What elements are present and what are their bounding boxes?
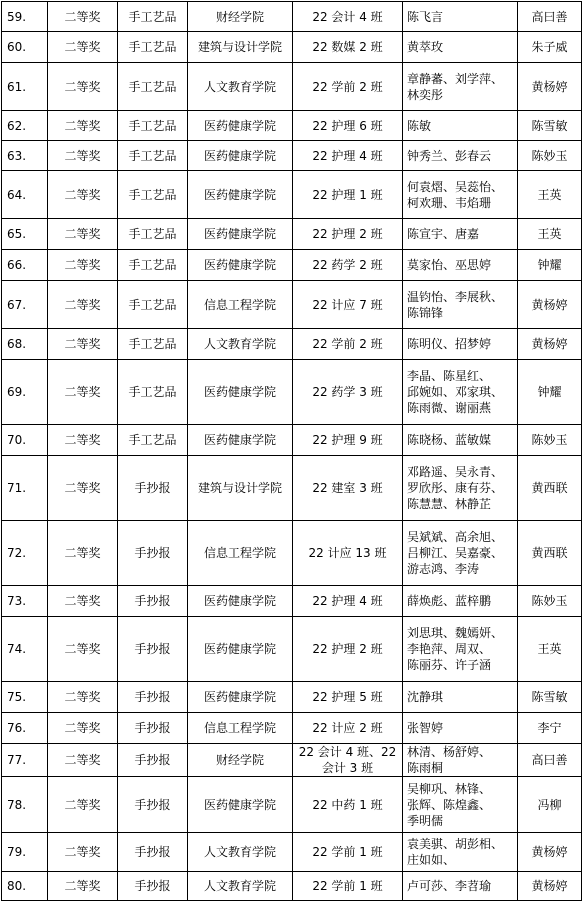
student-name-line: 陈丽芬、许子涵 — [407, 658, 492, 672]
row-number-cell: 65. — [2, 219, 48, 250]
student-names-cell — [403, 872, 518, 901]
row-number-cell: 62. — [2, 111, 48, 141]
row-number-cell: 73. — [2, 586, 48, 617]
table-row — [2, 219, 582, 250]
class-name-cell: 22 护理 9 班 — [293, 425, 403, 456]
row-number-cell: 63. — [2, 141, 48, 171]
teacher-cell: 陈妙玉 — [518, 586, 582, 617]
award-level-cell: 二等奖 — [48, 171, 118, 219]
award-level-cell: 二等奖 — [48, 425, 118, 456]
table-row — [2, 456, 582, 521]
teacher-cell: 王英 — [518, 617, 582, 682]
class-name-cell: 22 会计 4 班 — [293, 2, 403, 32]
college-cell: 财经学院 — [188, 2, 293, 32]
student-names-cell — [403, 682, 518, 713]
row-number-cell: 74. — [2, 617, 48, 682]
student-name-line: 何袁熠、吴蕊怡、 — [407, 179, 504, 194]
teacher-cell: 黄西联 — [518, 456, 582, 521]
college-cell: 信息工程学院 — [188, 281, 293, 329]
class-name-cell: 22 计应 7 班 — [293, 281, 403, 329]
student-name-line: 李晶、陈星红、 — [407, 369, 492, 383]
student-name-line: 罗欣彤、康有芬、 — [407, 481, 504, 495]
student-names-cell — [403, 586, 518, 617]
teacher-cell: 黄西联 — [518, 521, 582, 586]
table-row — [2, 744, 582, 777]
student-name-line: 刘思琪、魏嫣妍、 — [407, 626, 504, 640]
college-cell: 财经学院 — [188, 744, 293, 777]
teacher-cell: 高曰善 — [518, 2, 582, 32]
category-cell: 手工艺品 — [118, 171, 188, 219]
student-name-line: 陈锦锋 — [407, 305, 444, 320]
college-cell: 医药健康学院 — [188, 360, 293, 425]
student-name-line: 陈宣宇、唐嘉 — [407, 227, 480, 241]
student-name-line: 陈晓杨、蓝敏媒 — [407, 433, 492, 447]
class-name-cell: 22 护理 4 班 — [293, 141, 403, 171]
student-names-cell — [403, 713, 518, 744]
class-name-cell: 22 学前 1 班 — [293, 872, 403, 901]
row-number-cell: 61. — [2, 63, 48, 111]
table-row — [2, 63, 582, 111]
class-name-cell: 22 学前 1 班 — [293, 833, 403, 872]
teacher-cell: 冯柳 — [518, 777, 582, 833]
student-name-line: 张智婷 — [407, 721, 444, 735]
category-cell: 手抄报 — [118, 713, 188, 744]
row-number-cell: 70. — [2, 425, 48, 456]
category-cell: 手工艺品 — [118, 360, 188, 425]
college-cell: 人文教育学院 — [188, 329, 293, 360]
table-row — [2, 32, 582, 63]
row-number-cell: 77. — [2, 744, 48, 777]
student-names-cell — [403, 219, 518, 250]
student-name-line: 邓路遥、吴永青、 — [407, 465, 504, 479]
table-row — [2, 713, 582, 744]
row-number-cell: 68. — [2, 329, 48, 360]
award-level-cell: 二等奖 — [48, 111, 118, 141]
table-row — [2, 2, 582, 32]
teacher-cell: 黄杨婷 — [518, 63, 582, 111]
award-level-cell: 二等奖 — [48, 63, 118, 111]
student-names-cell — [403, 744, 518, 777]
student-name-line: 季明儒 — [407, 813, 444, 828]
student-names-cell — [403, 425, 518, 456]
class-name-cell: 22 护理 5 班 — [293, 682, 403, 713]
student-name-line: 钟秀兰、彭春云 — [407, 148, 492, 163]
award-level-cell: 二等奖 — [48, 360, 118, 425]
student-name-line: 黄萃玫 — [407, 40, 444, 54]
category-cell: 手抄报 — [118, 586, 188, 617]
award-level-cell: 二等奖 — [48, 329, 118, 360]
student-name-line: 张辉、陈煌鑫、 — [407, 797, 492, 812]
student-name-line: 章静蕃、刘学萍、 — [407, 71, 504, 86]
row-number-cell: 75. — [2, 682, 48, 713]
class-name-cell: 22 护理 4 班 — [293, 586, 403, 617]
student-name-line: 邱婉如、邓家琪、 — [407, 385, 504, 399]
table-row — [2, 586, 582, 617]
college-cell: 信息工程学院 — [188, 713, 293, 744]
student-name-line: 庄如如、 — [407, 853, 456, 867]
teacher-cell: 黄杨婷 — [518, 329, 582, 360]
student-names-cell — [403, 63, 518, 111]
category-cell: 手抄报 — [118, 521, 188, 586]
teacher-cell: 钟耀 — [518, 360, 582, 425]
student-name-line: 陈明仪、招梦婷 — [407, 337, 492, 351]
college-cell: 建筑与设计学院 — [188, 456, 293, 521]
award-level-cell: 二等奖 — [48, 281, 118, 329]
class-name-cell: 22 中药 1 班 — [293, 777, 403, 833]
award-level-cell: 二等奖 — [48, 617, 118, 682]
category-cell: 手工艺品 — [118, 63, 188, 111]
class-name-cell: 22 护理 1 班 — [293, 171, 403, 219]
student-name-line: 陈雨桐 — [407, 761, 444, 775]
class-name-cell: 22 计应 13 班 — [293, 521, 403, 586]
teacher-cell: 陈雪敏 — [518, 682, 582, 713]
table-row — [2, 521, 582, 586]
student-name-line: 吕柳江、吴嘉豪、 — [407, 546, 504, 560]
student-name-line: 袁美骐、胡彭相、 — [407, 837, 504, 851]
table-body — [2, 2, 582, 901]
teacher-cell: 朱子威 — [518, 32, 582, 63]
college-cell: 医药健康学院 — [188, 586, 293, 617]
award-level-cell: 二等奖 — [48, 682, 118, 713]
row-number-cell: 79. — [2, 833, 48, 872]
table-row — [2, 682, 582, 713]
category-cell: 手工艺品 — [118, 2, 188, 32]
teacher-cell: 陈妙玉 — [518, 141, 582, 171]
student-names-cell — [403, 111, 518, 141]
award-level-cell: 二等奖 — [48, 32, 118, 63]
award-level-cell: 二等奖 — [48, 219, 118, 250]
teacher-cell: 陈妙玉 — [518, 425, 582, 456]
category-cell: 手工艺品 — [118, 329, 188, 360]
student-name-line: 卢可莎、李苕瑜 — [407, 879, 492, 893]
table-row — [2, 617, 582, 682]
student-names-cell — [403, 456, 518, 521]
category-cell: 手工艺品 — [118, 111, 188, 141]
class-name-cell: 22 护理 6 班 — [293, 111, 403, 141]
college-cell: 医药健康学院 — [188, 777, 293, 833]
college-cell: 医药健康学院 — [188, 425, 293, 456]
college-cell: 医药健康学院 — [188, 250, 293, 281]
student-names-cell — [403, 2, 518, 32]
student-names-cell — [403, 521, 518, 586]
row-number-cell: 59. — [2, 2, 48, 32]
row-number-cell: 66. — [2, 250, 48, 281]
student-names-cell — [403, 329, 518, 360]
student-names-cell — [403, 281, 518, 329]
award-level-cell: 二等奖 — [48, 2, 118, 32]
class-name-cell: 22 会计 4 班、22 会计 3 班 — [293, 744, 403, 777]
teacher-cell: 钟耀 — [518, 250, 582, 281]
category-cell: 手工艺品 — [118, 32, 188, 63]
student-name-line: 陈雨微、谢丽燕 — [407, 401, 492, 415]
table-row — [2, 111, 582, 141]
row-number-cell: 76. — [2, 713, 48, 744]
award-level-cell: 二等奖 — [48, 713, 118, 744]
class-name-cell: 22 护理 2 班 — [293, 219, 403, 250]
student-names-cell — [403, 360, 518, 425]
student-name-line: 吴柳巩、林锋、 — [407, 781, 492, 796]
student-name-line: 李艳萍、周双、 — [407, 642, 492, 656]
category-cell: 手抄报 — [118, 682, 188, 713]
category-cell: 手抄报 — [118, 777, 188, 833]
category-cell: 手抄报 — [118, 872, 188, 901]
college-cell: 医药健康学院 — [188, 141, 293, 171]
category-cell: 手工艺品 — [118, 250, 188, 281]
class-name-cell: 22 护理 2 班 — [293, 617, 403, 682]
category-cell: 手工艺品 — [118, 141, 188, 171]
teacher-cell: 王英 — [518, 219, 582, 250]
table-row — [2, 777, 582, 833]
award-level-cell: 二等奖 — [48, 250, 118, 281]
college-cell: 医药健康学院 — [188, 219, 293, 250]
category-cell: 手抄报 — [118, 833, 188, 872]
row-number-cell: 78. — [2, 777, 48, 833]
student-name-line: 沈静琪 — [407, 690, 444, 704]
teacher-cell: 黄杨婷 — [518, 833, 582, 872]
class-name-cell: 22 数媒 2 班 — [293, 32, 403, 63]
award-level-cell: 二等奖 — [48, 833, 118, 872]
row-number-cell: 72. — [2, 521, 48, 586]
row-number-cell: 80. — [2, 872, 48, 901]
award-level-cell: 二等奖 — [48, 744, 118, 777]
college-cell: 人文教育学院 — [188, 833, 293, 872]
college-cell: 信息工程学院 — [188, 521, 293, 586]
teacher-cell: 陈雪敏 — [518, 111, 582, 141]
student-names-cell — [403, 171, 518, 219]
row-number-cell: 67. — [2, 281, 48, 329]
student-name-line: 陈敏 — [407, 118, 432, 133]
student-name-line: 柯欢珊、韦焰珊 — [407, 195, 492, 210]
teacher-cell: 李宁 — [518, 713, 582, 744]
award-level-cell: 二等奖 — [48, 456, 118, 521]
teacher-cell: 黄杨婷 — [518, 281, 582, 329]
class-name-cell: 22 计应 2 班 — [293, 713, 403, 744]
college-cell: 医药健康学院 — [188, 171, 293, 219]
table-row — [2, 171, 582, 219]
table-row — [2, 425, 582, 456]
student-names-cell — [403, 32, 518, 63]
college-cell: 医药健康学院 — [188, 682, 293, 713]
class-name-cell: 22 药学 2 班 — [293, 250, 403, 281]
table-row — [2, 329, 582, 360]
student-names-cell — [403, 777, 518, 833]
student-name-line: 陈飞言 — [407, 9, 444, 24]
class-name-cell: 22 药学 3 班 — [293, 360, 403, 425]
student-names-cell — [403, 833, 518, 872]
student-name-line: 陈慧慧、林静芷 — [407, 497, 492, 511]
class-name-cell: 22 学前 2 班 — [293, 329, 403, 360]
category-cell: 手工艺品 — [118, 219, 188, 250]
class-name-cell: 22 建室 3 班 — [293, 456, 403, 521]
table-row — [2, 872, 582, 901]
college-cell: 医药健康学院 — [188, 111, 293, 141]
student-name-line: 莫家怡、巫思婷 — [407, 258, 492, 272]
student-name-line: 林清、杨舒婷、 — [407, 745, 492, 759]
category-cell: 手抄报 — [118, 617, 188, 682]
table-row — [2, 360, 582, 425]
award-level-cell: 二等奖 — [48, 777, 118, 833]
table-row — [2, 281, 582, 329]
teacher-cell: 王英 — [518, 171, 582, 219]
college-cell: 医药健康学院 — [188, 617, 293, 682]
student-name-line: 吴斌斌、高余旭、 — [407, 530, 504, 544]
table-row — [2, 833, 582, 872]
college-cell: 人文教育学院 — [188, 872, 293, 901]
row-number-cell: 64. — [2, 171, 48, 219]
teacher-cell: 黄杨婷 — [518, 872, 582, 901]
category-cell: 手抄报 — [118, 456, 188, 521]
student-name-line: 温钧怡、李展秋、 — [407, 289, 504, 304]
award-level-cell: 二等奖 — [48, 872, 118, 901]
student-names-cell — [403, 617, 518, 682]
college-cell: 建筑与设计学院 — [188, 32, 293, 63]
row-number-cell: 69. — [2, 360, 48, 425]
table-row — [2, 250, 582, 281]
student-name-line: 游志鸿、李涛 — [407, 562, 480, 576]
teacher-cell: 高曰善 — [518, 744, 582, 777]
class-name-cell: 22 学前 2 班 — [293, 63, 403, 111]
award-level-cell: 二等奖 — [48, 141, 118, 171]
student-names-cell — [403, 141, 518, 171]
award-level-cell: 二等奖 — [48, 521, 118, 586]
category-cell: 手工艺品 — [118, 425, 188, 456]
awards-table — [1, 1, 582, 901]
college-cell: 人文教育学院 — [188, 63, 293, 111]
table-row — [2, 141, 582, 171]
row-number-cell: 71. — [2, 456, 48, 521]
student-name-line: 薛焕彪、蓝梓鹏 — [407, 594, 492, 608]
category-cell: 手工艺品 — [118, 281, 188, 329]
row-number-cell: 60. — [2, 32, 48, 63]
student-name-line: 林奕彤 — [407, 87, 444, 102]
category-cell: 手抄报 — [118, 744, 188, 777]
student-names-cell — [403, 250, 518, 281]
award-level-cell: 二等奖 — [48, 586, 118, 617]
